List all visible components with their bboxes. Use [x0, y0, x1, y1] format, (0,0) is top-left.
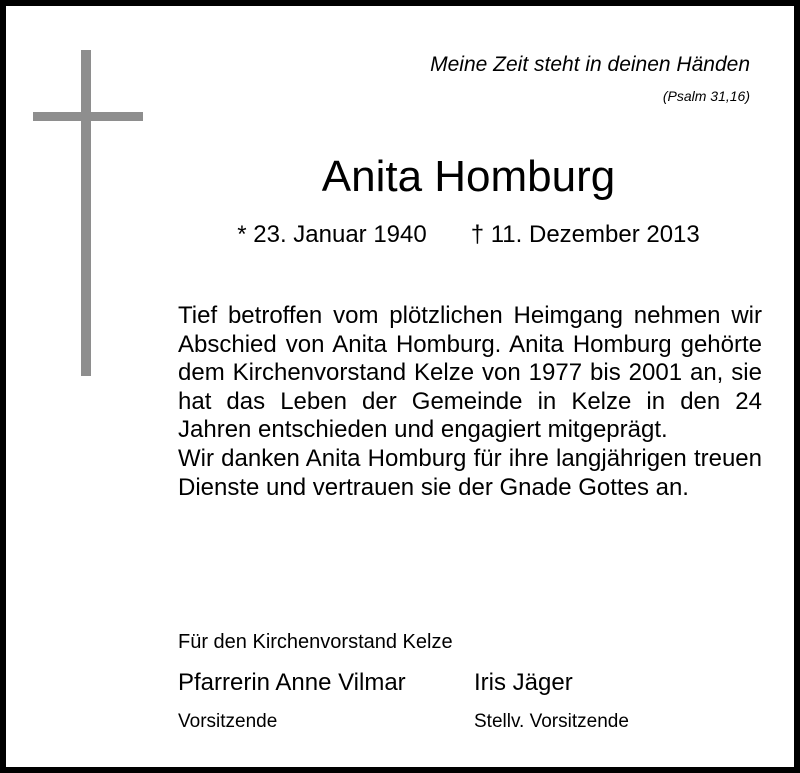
signer-name: Pfarrerin Anne Vilmar: [178, 669, 406, 696]
signer-role: Stellv. Vorsitzende: [474, 711, 629, 732]
signer-role: Vorsitzende: [178, 711, 278, 732]
life-dates: [166, 221, 771, 249]
paragraph-farewell: Tief betroffen vom plötzlichen Heimgang nehmen wir Abschied von Anita Homburg. Anita Homburg gehörte dem Kirchenvorstand Kelze von 1977 bis 2001 an, sie hat das Leben der Gemeinde in Kelze in den 24 Jahren entschieden und engagiert mitgeprägt.: [178, 302, 762, 444]
bible-reference: (Psalm 31,16): [662, 88, 750, 104]
cross-icon-horizontal: [33, 112, 143, 121]
obituary-text: [178, 302, 762, 502]
paragraph-thanks: Wir danken Anita Homburg für ihre langjährigen treuen Dienste und vertrauen sie der Gnade Gottes an.: [178, 444, 762, 501]
bible-verse: Meine Zeit steht in deinen Händen: [430, 53, 750, 76]
birth-date: * 23. Januar 1940: [237, 221, 427, 248]
deceased-name: Anita Homburg: [321, 152, 616, 201]
death-date: † 11. Dezember 2013: [470, 221, 700, 248]
signer-name: Iris Jäger: [474, 669, 573, 696]
cross-icon-vertical: [81, 50, 91, 376]
signature-organization: Für den Kirchenvorstand Kelze: [178, 631, 453, 653]
